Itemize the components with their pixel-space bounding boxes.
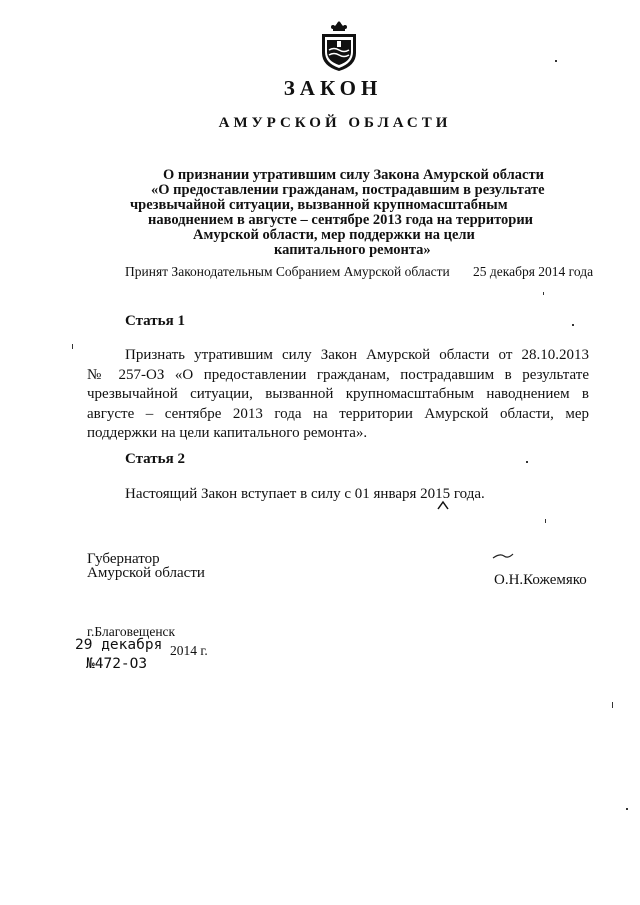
governor-region: Амурской области	[87, 565, 205, 581]
scan-speck	[626, 808, 628, 810]
article-1-body	[87, 346, 589, 444]
scan-speck	[545, 519, 546, 523]
date-year: 2014 г.	[170, 643, 208, 658]
adopted-by: Принят Законодательным Собранием Амурской области	[125, 264, 450, 279]
article-2-heading: Статья 2	[125, 451, 185, 467]
scan-speck	[572, 324, 574, 326]
handwritten-caret-mark	[437, 500, 449, 510]
signature-stroke	[492, 551, 514, 561]
scan-speck	[526, 461, 528, 463]
subject-line: Амурской области, мер поддержки на цели	[193, 227, 475, 243]
stamped-date: 29 декабря	[75, 637, 163, 653]
article-1-line: поддержки на цели капитального ремонта».	[87, 425, 368, 441]
article-1-line: № 257-ОЗ «О предоставлении гражданам, пострадавшим в результате	[87, 366, 589, 383]
article-1-line: августе – сентябре 2013 года на территории Амурской области, мер	[87, 405, 589, 422]
article-1-line: Признать утратившим силу Закон Амурской области от 28.10.2013	[125, 347, 589, 363]
subject-line: чрезвычайной ситуации, вызванной крупномасштабным	[130, 197, 508, 213]
subject-line: капитального ремонта»	[274, 242, 431, 258]
subject-line: наводнением в августе – сентябре 2013 года на территории	[148, 212, 534, 228]
city: г.Благовещенск	[87, 624, 176, 639]
governor-title: Губернатор	[87, 551, 160, 567]
article-2-body: Настоящий Закон вступает в силу с 01 января 2015 года.	[125, 486, 485, 502]
governor-name: О.Н.Кожемяко	[494, 572, 587, 588]
scan-speck	[543, 292, 544, 295]
law-number: №472-ОЗ	[86, 656, 148, 672]
subject-line: «О предоставлении гражданам, пострадавшим в результате	[151, 182, 545, 198]
adopted-date: 25 декабря 2014 года	[473, 264, 594, 279]
region-title: АМУРСКОЙ ОБЛАСТИ	[218, 115, 452, 131]
law-title: ЗАКОН	[283, 76, 383, 100]
scan-speck	[612, 702, 613, 708]
article-1-heading: Статья 1	[125, 313, 185, 329]
scan-speck	[72, 344, 73, 349]
article-1-line: чрезвычайной ситуации, вызванной крупномасштабным наводнением в	[87, 386, 589, 402]
scan-speck	[555, 60, 557, 62]
subject-line: О признании утратившим силу Закона Амурской области	[163, 167, 544, 183]
coat-of-arms-emblem	[318, 20, 360, 72]
